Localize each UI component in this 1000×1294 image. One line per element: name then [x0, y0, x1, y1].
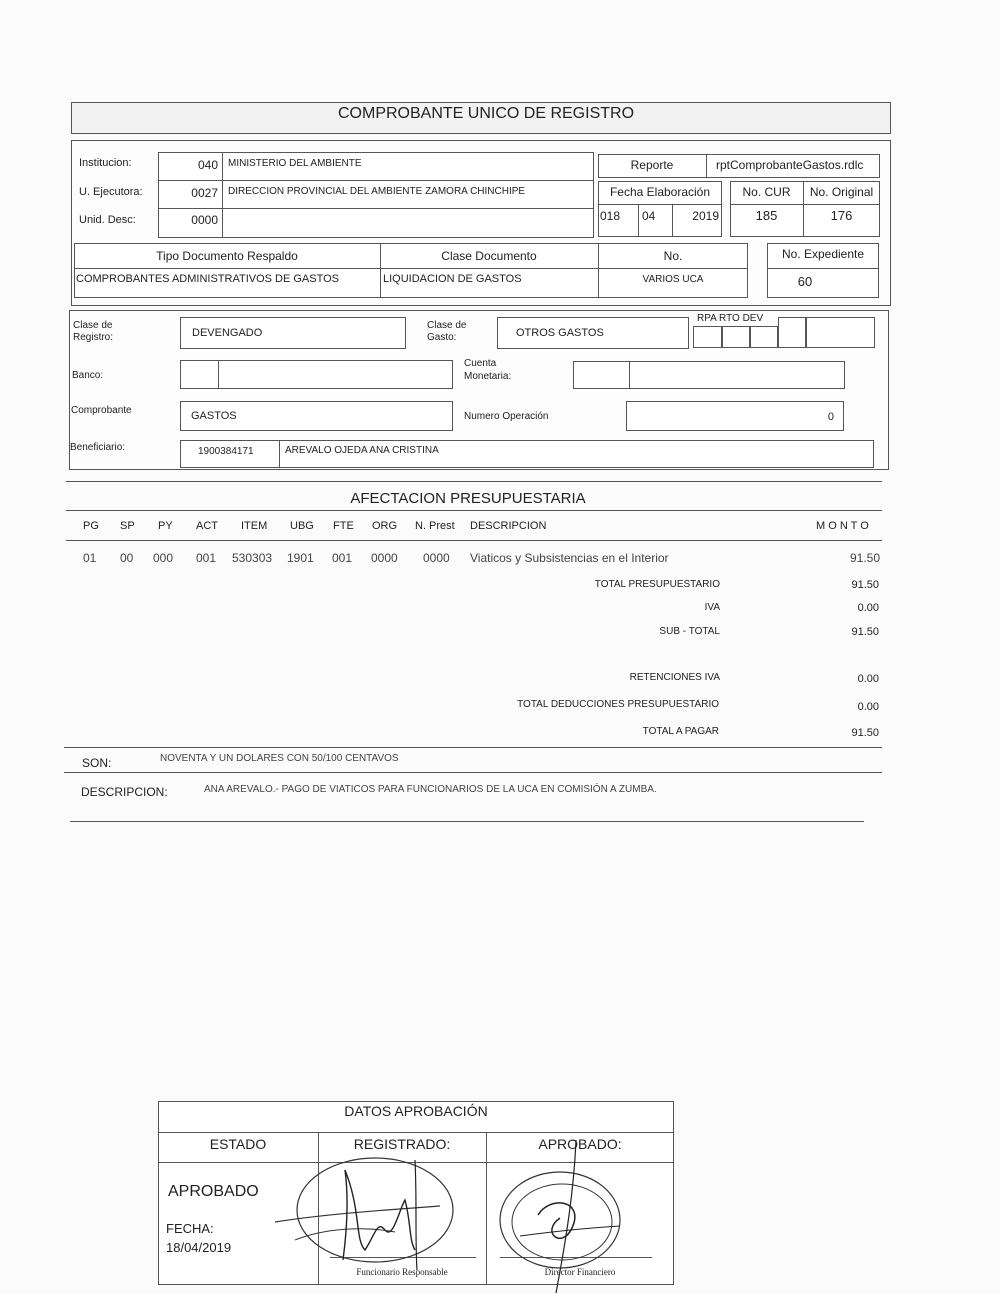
beneficiario-label: Beneficiario: [70, 442, 126, 453]
cur-label: No. CUR [742, 185, 791, 199]
total-deducciones-label: TOTAL DEDUCCIONES PRESUPUESTARIO [517, 699, 719, 710]
fecha-day: 018 [600, 209, 621, 223]
col-header-sp: SP [120, 520, 135, 532]
rpa-box-3 [750, 326, 778, 348]
rpa-label: RPA RTO DEV [697, 313, 764, 324]
rpa-box-4 [778, 317, 806, 348]
page-title: COMPROBANTE UNICO DE REGISTRO [337, 105, 635, 122]
fecha-month: 04 [642, 209, 656, 223]
clase-registro-label-1: Clase de [73, 320, 113, 331]
cell-act: 001 [196, 551, 217, 565]
banco-label: Banco: [72, 370, 104, 381]
estado-value: APROBADO [168, 1183, 259, 1200]
tipo-doc-label: Tipo Documento Respaldo [156, 249, 298, 263]
cell-org: 0000 [371, 551, 398, 565]
col-header-pg: PG [83, 520, 99, 532]
descripcion-value: ANA AREVALO.- PAGO DE VIATICOS PARA FUNCIONARIOS DE LA UCA EN COMISIÓN A ZUMBA. [204, 784, 657, 795]
comprobante-value: GASTOS [191, 410, 237, 422]
col-header-descripcion: DESCRIPCION [470, 520, 547, 532]
afectacion-header-rule [66, 540, 882, 541]
no-doc-value: VARIOS UCA [642, 274, 704, 285]
no-doc-label: No. [663, 249, 683, 263]
institucion-code: 040 [197, 158, 218, 172]
total-a-pagar-label: TOTAL A PAGAR [642, 726, 719, 737]
total-presupuestario-value: 91.50 [851, 579, 879, 591]
col-header-py: PY [158, 520, 173, 532]
son-label: SON: [82, 756, 112, 770]
reporte-value: rptComprobanteGastos.rdlc [716, 158, 864, 172]
subtotal-value: 91.50 [851, 626, 879, 638]
fecha-aprobacion-label: FECHA: [166, 1221, 214, 1236]
son-bottom-rule [64, 772, 882, 773]
cell-nprest: 0000 [423, 551, 450, 565]
beneficiario-id: 1900384171 [198, 446, 254, 457]
iva-value: 0.00 [857, 602, 879, 614]
afectacion-top-rule [66, 481, 882, 482]
ejecutora-code: 0027 [191, 186, 218, 200]
aprobacion-title: DATOS APROBACIÓN [344, 1103, 488, 1119]
ejecutora-name: DIRECCION PROVINCIAL DEL AMBIENTE ZAMORA CHINCHIPE [228, 186, 526, 197]
clase-gasto-value: OTROS GASTOS [516, 327, 604, 339]
beneficiario-name: AREVALO OJEDA ANA CRISTINA [285, 445, 439, 456]
clase-doc-value: LIQUIDACION DE GASTOS [383, 273, 522, 285]
original-label: No. Original [809, 185, 874, 199]
cuenta-divider [629, 361, 630, 389]
son-top-rule [64, 747, 882, 748]
cuenta-label [464, 357, 511, 383]
fecha-divider [598, 204, 722, 205]
rpa-box-2 [722, 326, 750, 348]
banco-field [180, 360, 453, 389]
original-value: 176 [830, 208, 853, 223]
clase-registro-label [73, 320, 113, 344]
reporte-divider [706, 154, 707, 178]
clase-registro-value: DEVENGADO [192, 327, 263, 339]
signature-aprobado-icon [490, 1140, 640, 1294]
cell-pg: 01 [83, 551, 97, 565]
afectacion-title-rule [66, 510, 882, 511]
clase-doc-label: Clase Documento [441, 249, 537, 263]
operacion-label: Numero Operación [464, 411, 549, 422]
banco-divider [218, 360, 219, 389]
comprobante-label: Comprobante [71, 405, 132, 416]
expediente-divider [767, 268, 879, 269]
afectacion-title: AFECTACION PRESUPUESTARIA [350, 490, 586, 507]
clase-registro-label-2: Registro: [73, 332, 114, 343]
aprobado-header: APROBADO: [538, 1136, 622, 1152]
retenciones-iva-label: RETENCIONES IVA [629, 672, 720, 683]
fecha-year: 2019 [692, 209, 719, 223]
descripcion-bottom-rule [70, 821, 864, 822]
fecha-label: Fecha Elaboración [609, 185, 711, 199]
aprobacion-vdivider-2 [486, 1132, 487, 1285]
col-header-nprest: N. Prest [415, 520, 455, 532]
desc-label: Unid. Desc: [79, 214, 136, 226]
expediente-value: 60 [797, 274, 813, 289]
institucion-name: MINISTERIO DEL AMBIENTE [228, 158, 362, 169]
clase-gasto-label-2: Gasto: [427, 332, 457, 343]
registrado-header: REGISTRADO: [353, 1136, 451, 1152]
subtotal-label: SUB - TOTAL [659, 626, 720, 637]
descripcion-label: DESCRIPCION: [81, 785, 168, 799]
estado-header: ESTADO [209, 1136, 267, 1152]
firma1-caption: Funcionario Responsable [356, 1267, 448, 1277]
tipo-doc-value: COMPROBANTES ADMINISTRATIVOS DE GASTOS [76, 273, 340, 285]
expediente-label: No. Expediente [781, 247, 865, 261]
col-header-monto: M O N T O [816, 520, 869, 532]
signature-registrado-icon [265, 1140, 480, 1275]
total-deducciones-value: 0.00 [857, 701, 879, 713]
code-divider [222, 152, 223, 238]
aprobacion-title-rule [158, 1132, 674, 1133]
col-header-org: ORG [372, 520, 398, 532]
institucion-label: Institucion: [79, 157, 132, 169]
clase-gasto-label-1: Clase de [427, 320, 467, 331]
son-value: NOVENTA Y UN DOLARES CON 50/100 CENTAVOS [160, 753, 399, 764]
fecha-divider-d [638, 204, 639, 237]
rpa-box-5 [806, 317, 875, 348]
reporte-label: Reporte [630, 158, 674, 172]
col-header-item: ITEM [241, 520, 268, 532]
operacion-value: 0 [827, 411, 834, 423]
inst-row-divider-1 [158, 180, 594, 181]
desc-code: 0000 [191, 213, 218, 227]
cuenta-label-2: Monetaria: [464, 371, 512, 382]
fecha-aprobacion-value: 18/04/2019 [166, 1240, 232, 1255]
cuenta-label-1: Cuenta [464, 358, 497, 369]
iva-label: IVA [704, 602, 720, 613]
cuenta-field [573, 361, 845, 389]
col-header-act: ACT [196, 520, 218, 532]
cur-divider [730, 204, 880, 205]
total-presupuestario-label: TOTAL PRESUPUESTARIO [594, 579, 720, 590]
beneficiario-divider [279, 440, 280, 468]
rpa-box-1 [693, 326, 722, 348]
cell-py: 000 [153, 551, 174, 565]
total-a-pagar-value: 91.50 [851, 727, 879, 739]
cell-descripcion: Viaticos y Subsistencias en el Interior [470, 551, 669, 565]
fecha-divider-m [672, 204, 673, 237]
clase-gasto-label [427, 320, 466, 344]
firma2-caption: Director Financiero [544, 1267, 616, 1277]
cell-sp: 00 [120, 551, 134, 565]
cell-monto: 91.50 [849, 551, 880, 565]
inst-row-divider-2 [158, 208, 594, 209]
retenciones-iva-value: 0.00 [857, 673, 879, 685]
col-header-fte: FTE [333, 520, 354, 532]
col-header-ubg: UBG [290, 520, 314, 532]
cell-ubg: 1901 [287, 551, 314, 565]
ejecutora-label: U. Ejecutora: [79, 186, 143, 198]
cell-fte: 001 [332, 551, 353, 565]
cell-item: 530303 [232, 551, 273, 565]
docs-divider [74, 268, 748, 269]
cur-value: 185 [755, 208, 778, 223]
